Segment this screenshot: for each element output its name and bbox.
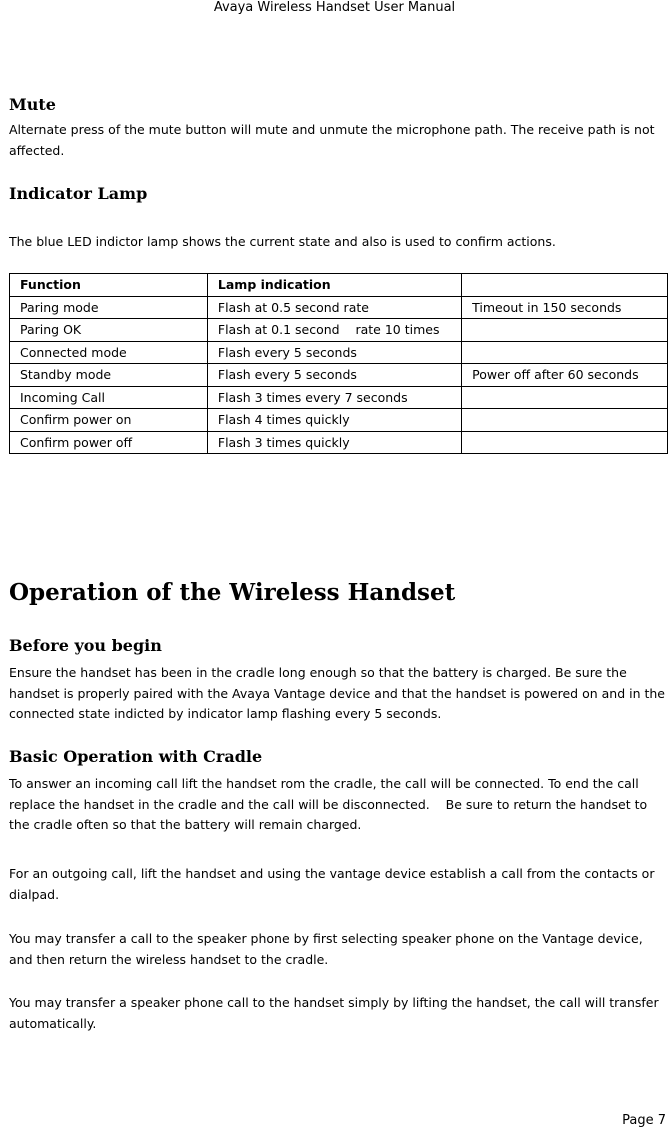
table-cell-function: Confirm power on xyxy=(10,409,208,432)
table-cell-function: Incoming Call xyxy=(10,386,208,409)
table-cell-lamp: Flash every 5 seconds xyxy=(207,364,461,387)
basic-paragraph-transfer-handset: You may transfer a speaker phone call to the handset simply by lifting the handset, the call will transfer automatically. xyxy=(9,995,663,1031)
table-cell-note xyxy=(462,341,668,364)
operation-heading: Operation of the Wireless Handset xyxy=(9,579,456,606)
table-row xyxy=(10,409,668,432)
indicator-text: The blue LED indictor lamp shows the current state and also is used to confirm actions. xyxy=(9,234,556,249)
table-cell-lamp: Flash at 0.1 second rate 10 times xyxy=(207,319,461,342)
table-cell-note xyxy=(462,409,668,432)
table-cell-lamp: Flash 3 times quickly xyxy=(207,431,461,454)
basic-paragraph-answer: To answer an incoming call lift the handset rom the cradle, the call will be connected. To end the call replace the handset in the cradle and the call will be disconnected. Be sure to return the handset to the cradle often so that the battery will remain charged. xyxy=(9,776,652,832)
table-cell-function: Paring OK xyxy=(10,319,208,342)
table-header-lamp-indication: Lamp indication xyxy=(207,274,461,297)
table-row xyxy=(10,319,668,342)
table-row xyxy=(10,296,668,319)
table-cell-note xyxy=(462,431,668,454)
table-cell-function: Paring mode xyxy=(10,296,208,319)
table-header-function: Function xyxy=(10,274,208,297)
before-heading: Before you begin xyxy=(9,636,162,655)
table-cell-lamp: Flash at 0.5 second rate xyxy=(207,296,461,319)
page-header: Avaya Wireless Handset User Manual xyxy=(213,0,456,15)
table-header-notes xyxy=(462,274,668,297)
table-cell-lamp: Flash 3 times every 7 seconds xyxy=(207,386,461,409)
before-text: Ensure the handset has been in the cradle long enough so that the battery is charged. Be sure the handset is properly paired with the Avaya Vantage device and that the handset is powered on and in the connected state indicted by indicator lamp flashing every 5 seconds. xyxy=(9,665,669,721)
mute-heading: Mute xyxy=(9,95,56,114)
lamp-indication-table xyxy=(9,273,668,454)
indicator-heading: Indicator Lamp xyxy=(9,184,148,203)
table-cell-function: Standby mode xyxy=(10,364,208,387)
table-cell-note xyxy=(462,319,668,342)
table-cell-lamp: Flash every 5 seconds xyxy=(207,341,461,364)
table-cell-function: Connected mode xyxy=(10,341,208,364)
table-cell-function: Confirm power off xyxy=(10,431,208,454)
table-row xyxy=(10,364,668,387)
table-cell-note: Timeout in 150 seconds xyxy=(462,296,668,319)
basic-paragraph-outgoing: For an outgoing call, lift the handset and using the vantage device establish a call from the contacts or dialpad. xyxy=(9,866,659,902)
table-row xyxy=(10,386,668,409)
table-row xyxy=(10,431,668,454)
table-header-row xyxy=(10,274,668,297)
table-row xyxy=(10,341,668,364)
basic-paragraph-transfer-speaker: You may transfer a call to the speaker phone by first selecting speaker phone on the Vantage device, and then return the wireless handset to the cradle. xyxy=(9,931,647,967)
page-number: Page 7 xyxy=(622,1113,666,1128)
basic-operation-heading: Basic Operation with Cradle xyxy=(9,747,263,766)
table-cell-lamp: Flash 4 times quickly xyxy=(207,409,461,432)
table-cell-note xyxy=(462,386,668,409)
table-cell-note: Power off after 60 seconds xyxy=(462,364,668,387)
mute-text: Alternate press of the mute button will mute and unmute the microphone path. The receive path is not affected. xyxy=(9,122,659,158)
